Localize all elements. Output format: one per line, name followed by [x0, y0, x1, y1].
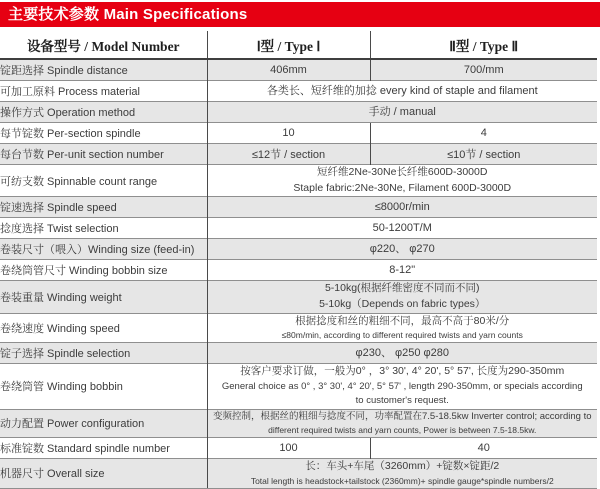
table-row-winding-size-feed-in [0, 239, 597, 260]
row-value [207, 218, 597, 239]
row-value [207, 102, 597, 123]
row-value-line: General choice as 0° , 3° 30', 4° 20', 5° 57' , length 290-350mm, or specials according [221, 380, 583, 392]
row-value [207, 165, 597, 197]
row-value-type1: 10 [207, 123, 370, 144]
row-label: 卷绕筒管尺寸 Winding bobbin size [0, 260, 207, 281]
header-row [0, 31, 597, 59]
row-label: 锭速选择 Spindle speed [0, 197, 207, 218]
specs-table [0, 31, 597, 489]
row-value-line: 50-1200T/M [372, 222, 432, 235]
row-value-line: 手动 / manual [368, 105, 436, 118]
row-value [207, 239, 597, 260]
table-row-winding-bobbin-size [0, 260, 597, 281]
table-row-winding-speed [0, 313, 597, 343]
row-label: 动力配置 Power configuration [0, 409, 207, 437]
table-row-spindle-speed [0, 197, 597, 218]
row-value-line: 5-10kg(根据纤维密度不同而不同) [324, 282, 480, 295]
table-row-twist-selection [0, 218, 597, 239]
row-value-line: 5-10kg（Depends on fabric types） [319, 297, 486, 310]
row-value-line: ≤8000r/min [374, 201, 430, 214]
row-label: 标准锭数 Standard spindle number [0, 437, 207, 458]
row-value-line: 变频控制，根据丝的粗细与捻度不同，功率配置在7.5-18.5kw Inverter control; according to [212, 410, 592, 422]
table-row-winding-weight [0, 281, 597, 313]
table-row-spindle-distance [0, 59, 597, 81]
row-value-line: Total length is headstock+tailstock (2360mm)+ spindle gauge*spindle numbers/2 [250, 475, 554, 486]
row-label: 捻度选择 Twist selection [0, 218, 207, 239]
table-row-winding-bobbin [0, 364, 597, 409]
row-value-line: to customer's request. [355, 395, 449, 407]
row-value [207, 409, 597, 437]
row-value [207, 364, 597, 409]
column-header-type2: Ⅱ型 / Type Ⅱ [370, 31, 597, 59]
title-bar [0, 2, 600, 27]
row-value-line: ≤80m/min, according to different required twists and yarn counts [281, 330, 523, 341]
table-row-standard-spindle-number [0, 437, 597, 458]
row-label: 锭子选择 Spindle selection [0, 343, 207, 364]
row-label: 卷装尺寸（喂入）Winding size (feed-in) [0, 239, 207, 260]
row-value-type1: 406mm [207, 59, 370, 81]
table-row-spindle-selection [0, 343, 597, 364]
row-value-line: 各类长、短纤维的加捻 every kind of staple and filament [266, 84, 538, 97]
table-row-power-configuration [0, 409, 597, 437]
column-header-model-number: 设备型号 / Model Number [0, 31, 207, 59]
table-row-process-material [0, 81, 597, 102]
row-value-line: different required twists and yarn counts, Power is between 7.5-18.5kw. [268, 424, 537, 435]
row-value-line: φ230、 φ250 φ280 [355, 347, 450, 360]
row-label: 操作方式 Operation method [0, 102, 207, 123]
row-value-type1: ≤12节 / section [207, 144, 370, 165]
row-label: 卷绕速度 Winding speed [0, 313, 207, 343]
spec-sheet [0, 2, 600, 486]
table-row-per-section-spindle [0, 123, 597, 144]
page-title: 主要技术参数 Main Specifications [8, 6, 248, 23]
table-row-per-unit-section-number [0, 144, 597, 165]
row-label: 机器尺寸 Overall size [0, 458, 207, 488]
row-label: 卷绕筒管 Winding bobbin [0, 364, 207, 409]
row-value-type2: 40 [370, 437, 597, 458]
row-label: 每台节数 Per-unit section number [0, 144, 207, 165]
row-value-line: 长：车头+车尾（3260mm）+锭数×锭距/2 [305, 459, 500, 472]
row-value [207, 81, 597, 102]
row-label: 锭距选择 Spindle distance [0, 59, 207, 81]
row-label: 可加工原料 Process material [0, 81, 207, 102]
row-value-type2: 700/mm [370, 59, 597, 81]
row-value-line: 按客户要求订做，一般为0° ，3° 30', 4° 20', 5° 57', 长度为290-350mm [240, 365, 565, 378]
row-value-line: 根据捻度和丝的粗细不同，最高不高于80米/分 [295, 314, 510, 327]
row-value [207, 343, 597, 364]
row-label: 每节锭数 Per-section spindle [0, 123, 207, 144]
table-row-operation-method [0, 102, 597, 123]
table-row-spinnable-count-range [0, 165, 597, 197]
row-value-line: Staple fabric:2Ne-30Ne, Filament 600D-3000D [293, 181, 512, 194]
row-value [207, 458, 597, 488]
row-value-line: 短纤维2Ne-30Ne长纤维600D-3000D [317, 166, 488, 178]
row-value-line: 8-12" [389, 264, 416, 277]
table-row-overall-size [0, 458, 597, 488]
row-value [207, 197, 597, 218]
row-value-type2: 4 [370, 123, 597, 144]
row-value-line: φ220、 φ270 [369, 243, 435, 256]
row-label: 卷装重量 Winding weight [0, 281, 207, 313]
row-value [207, 281, 597, 313]
row-label: 可纺支数 Spinnable count range [0, 165, 207, 197]
column-header-type1: Ⅰ型 / Type Ⅰ [207, 31, 370, 59]
row-value-type1: 100 [207, 437, 370, 458]
row-value [207, 260, 597, 281]
row-value-type2: ≤10节 / section [370, 144, 597, 165]
row-value [207, 313, 597, 343]
